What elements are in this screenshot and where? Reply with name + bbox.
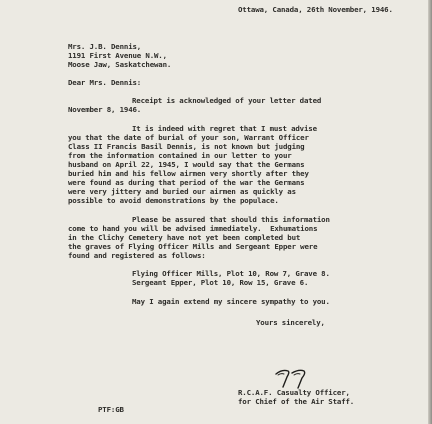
para2-line: possible to avoid demonstrations by the populace. bbox=[68, 196, 279, 205]
page-edge bbox=[428, 0, 432, 424]
recipient-name: Mrs. J.B. Dennis, bbox=[68, 42, 142, 51]
closing: Yours sincerely, bbox=[256, 318, 325, 327]
para4-line: May I again extend my sincere sympathy to you. bbox=[132, 297, 330, 306]
date-line: Ottawa, Canada, 26th November, 1946. bbox=[238, 5, 393, 14]
para3-line: Please be assured that should this information bbox=[132, 215, 330, 224]
para2-line: from the information contained in our letter to your bbox=[68, 151, 292, 160]
recipient-street: 1191 First Avenue N.W., bbox=[68, 51, 167, 60]
para2-line: Class II Francis Basil Dennis, is not known but judging bbox=[68, 142, 305, 151]
signature-title: for Chief of the Air Staff. bbox=[238, 397, 355, 406]
salutation: Dear Mrs. Dennis: bbox=[68, 78, 142, 87]
para3-line: in the Clichy Cemetery have not yet been completed but bbox=[68, 233, 301, 242]
grave-entry: Sergeant Epper, Plot 10, Row 15, Grave 6. bbox=[132, 278, 309, 287]
para1-line: Receipt is acknowledged of your letter dated bbox=[132, 96, 322, 105]
para3-line: the graves of Flying Officer Mills and Sergeant Epper were bbox=[68, 242, 318, 251]
para2-line: It is indeed with regret that I must advise bbox=[132, 124, 317, 133]
grave-entry: Flying Officer Mills, Plot 10, Row 7, Grave 8. bbox=[132, 269, 330, 278]
recipient-city: Moose Jaw, Saskatchewan. bbox=[68, 60, 172, 69]
para3-line: come to hand you will be advised immediately. Exhumations bbox=[68, 224, 318, 233]
para2-line: buried him and his fellow airmen very shortly after they bbox=[68, 169, 309, 178]
para2-line: were found as during that period of the war the Germans bbox=[68, 178, 305, 187]
para2-line: husband on April 22, 1945, I would say that the Germans bbox=[68, 160, 305, 169]
signature-title: R.C.A.F. Casualty Officer, bbox=[238, 388, 350, 397]
reference-initials: PTF:GB bbox=[98, 405, 124, 414]
para2-line: were very jittery and buried our airmen as quickly as bbox=[68, 187, 296, 196]
para2-line: you that the date of burial of your son, Warrant Officer bbox=[68, 133, 309, 142]
para1-line: November 8, 1946. bbox=[68, 105, 142, 114]
para3-line: found and registered as follows: bbox=[68, 251, 206, 260]
